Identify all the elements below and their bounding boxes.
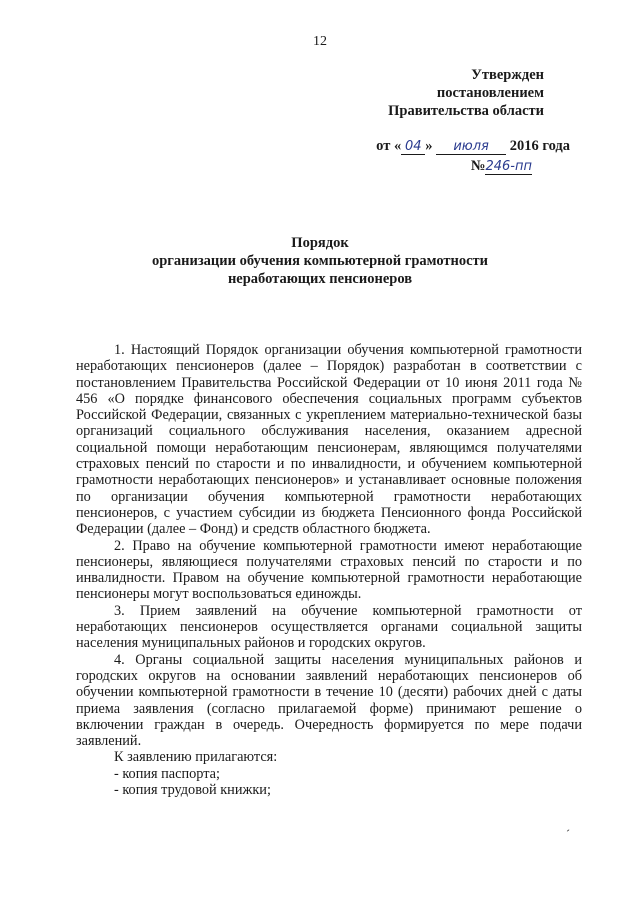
document-subtitle-line1: организации обучения компьютерной грамотности xyxy=(151,253,489,269)
page-number: 12 xyxy=(313,34,327,49)
attachment-item: - копия трудовой книжки; xyxy=(114,782,271,799)
paragraph-1: 1. Настоящий Порядок организации обучения компьютерной грамотности неработающих пенсионеров (далее – Порядок) разработан в соответствии с постановлением Правительства Российской Федерации от 10 июня 2011 года № 456 «О порядке финансового обеспечения социальных программ субъектов Российской Федерации, связанных с укреплением материально-технической базы организаций социального обслуживания населения, оказанием адресной социальной помощи неработающим пенсионерам, являющимся получателями страховых пенсий по старости и по инвалидности, и обучением компьютерной грамотности неработающих пенсионеров» и устанавливает основные положения по организации обучения компьютерной грамотности неработающих пенсионеров, с участием субсидии из бюджета Пенсионного фонда Российской Федерации (далее – Фонд) и средств областного бюджета. xyxy=(76,342,582,538)
approval-heading: Утвержден xyxy=(471,67,544,83)
paragraph-3: 3. Прием заявлений на обучение компьютерной грамотности от неработающих пенсионеров осуществляется органами социальной защиты населения муниципальных районов и городских округов. xyxy=(76,602,582,652)
number-value: 246-пп xyxy=(485,159,532,174)
attachment-item: - копия паспорта; xyxy=(114,765,220,782)
resolution-date xyxy=(376,138,570,155)
approval-by-resolution: постановлением xyxy=(436,85,544,101)
attachments-intro: К заявлению прилагаются: xyxy=(114,749,278,766)
document-title: Порядок xyxy=(291,235,349,251)
scan-speck: ´ xyxy=(566,827,570,841)
document-body xyxy=(76,342,582,798)
paragraph-4: 4. Органы социальной защиты населения муниципальных районов и городских округов на основании заявлений неработающих пенсионеров об обучении компьютерной грамотности в течение 10 (десяти) рабочих дней с даты приема заявления (согласно прилагаемой форме) принимают решение о включении граждан в очередь. Очередность формируется по мере подачи заявлений. xyxy=(76,651,582,750)
date-year: 2016 года xyxy=(509,138,570,154)
approval-authority: Правительства области xyxy=(388,103,544,119)
resolution-number xyxy=(471,158,532,175)
date-day: 04 xyxy=(401,139,425,155)
paragraph-2: 2. Право на обучение компьютерной грамотности имеют неработающие пенсионеры, являющиеся получателями страховых пенсий по старости и по инвалидности. Правом на обучение компьютерной грамотности неработающие пенсионеры могут воспользоваться единожды. xyxy=(76,537,582,603)
document-subtitle-line2: неработающих пенсионеров xyxy=(227,271,413,287)
date-mid: » xyxy=(425,138,433,154)
date-month: июля xyxy=(436,139,506,155)
number-sign: № xyxy=(470,158,486,174)
date-prefix: от « xyxy=(376,138,402,154)
